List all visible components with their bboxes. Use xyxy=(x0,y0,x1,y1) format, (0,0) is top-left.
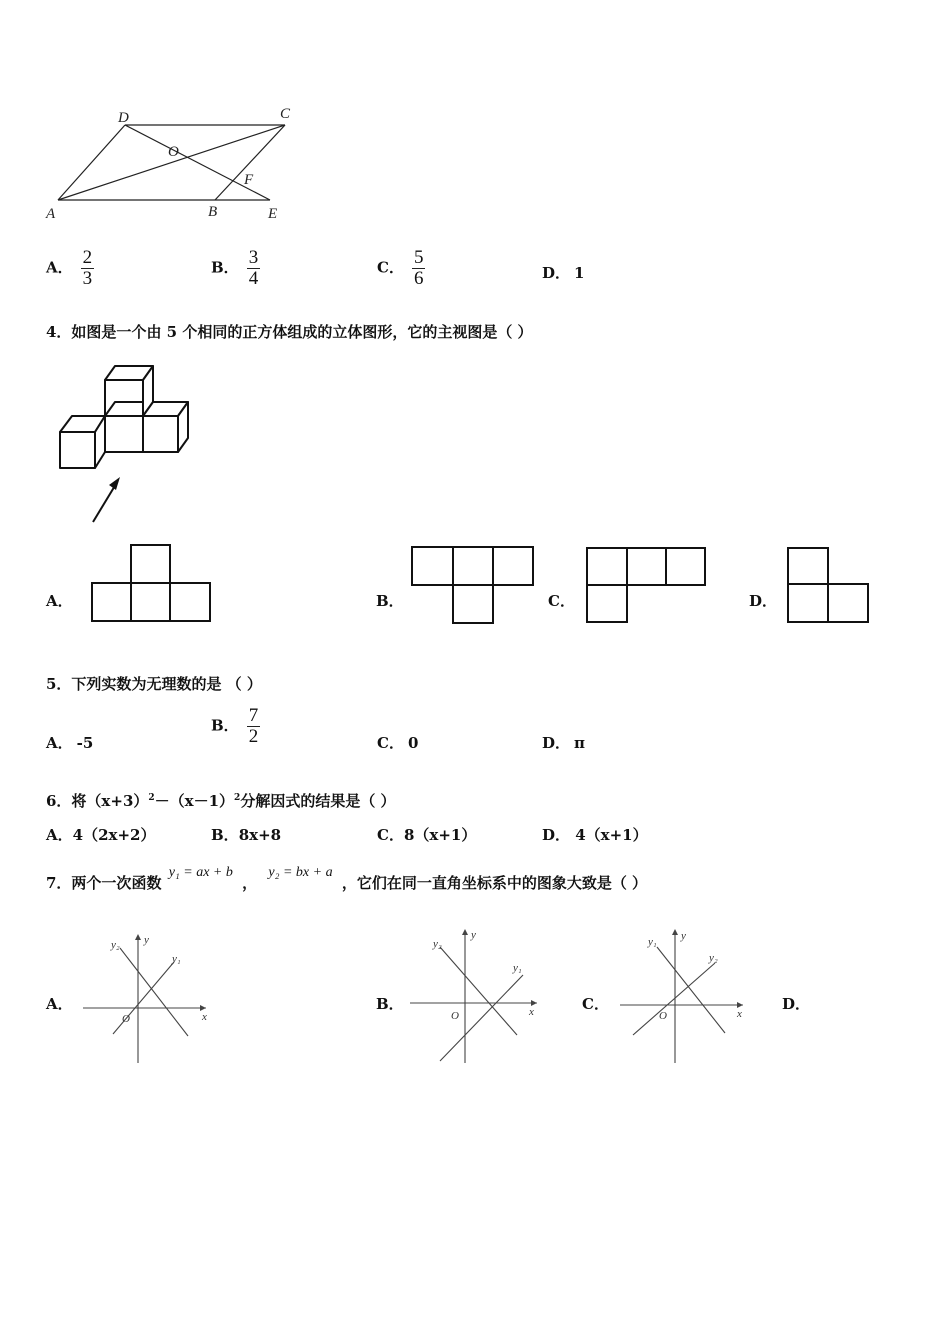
svg-text:O: O xyxy=(122,1013,130,1025)
formula-y2: y₂ = bx + a xyxy=(268,865,333,880)
option-text: 4（x+1） xyxy=(570,826,648,844)
option-text: 8x+8 xyxy=(238,826,282,844)
fraction: $\frac{2}{3}$ xyxy=(82,247,93,289)
q3-option-b[interactable] xyxy=(211,248,260,289)
q4-option-c-figure[interactable] xyxy=(585,546,710,628)
option-label: D． xyxy=(542,734,571,752)
q6-option-c[interactable] xyxy=(377,824,476,845)
svg-text:O: O xyxy=(451,1010,459,1022)
svg-text:y₁: y₁ xyxy=(648,936,657,948)
label-E: E xyxy=(268,206,278,222)
q4-option-a-label[interactable]: A． xyxy=(46,592,73,610)
option-label: C． xyxy=(377,734,404,752)
q4-option-d-figure[interactable] xyxy=(786,546,874,626)
label-O: O xyxy=(168,144,179,160)
option-text: 0 xyxy=(407,734,419,752)
label-F: F xyxy=(244,172,254,188)
label-C: C xyxy=(280,106,291,122)
option-label: A． xyxy=(46,734,73,752)
q6-stem: 6．将$(x+3)^2-(x-1)^2$分解因式的结果是（ ） xyxy=(46,792,396,810)
option-label: D． xyxy=(542,264,571,282)
label-D: D xyxy=(118,110,129,126)
option-text: π xyxy=(574,734,585,752)
label-B: B xyxy=(208,204,218,220)
fraction: $\frac{3}{4}$ xyxy=(248,247,259,289)
q5-option-a[interactable] xyxy=(46,732,93,753)
q3-option-d[interactable] xyxy=(542,262,584,283)
q7-option-c-label[interactable]: C． xyxy=(582,995,609,1013)
option-text: -5 xyxy=(76,734,94,752)
q7-option-a-graph[interactable] xyxy=(78,928,213,1063)
q7-stem: 7．两个一次函数 y₁ = ax + b ， y₂ = bx + a ，它们在同一直角坐标系中的图象大致是（ ） xyxy=(46,865,648,892)
svg-text:y₂: y₂ xyxy=(111,939,120,951)
q3-option-a[interactable] xyxy=(46,248,94,289)
q4-stem: 4．如图是一个由 5 个相同的正方体组成的立体图形，它的主视图是（ ） xyxy=(46,323,533,341)
q7-option-b-graph[interactable] xyxy=(405,925,550,1065)
q3-option-c[interactable] xyxy=(377,248,425,289)
option-label: C． xyxy=(377,258,404,277)
parallelogram-figure xyxy=(40,100,310,225)
option-text: 4（2x+2） xyxy=(72,826,156,844)
q4-option-b-figure[interactable] xyxy=(410,545,538,627)
q6-option-d[interactable] xyxy=(542,824,648,845)
option-label: D． xyxy=(542,826,571,844)
svg-text:y₁: y₁ xyxy=(513,962,522,974)
option-label: B． xyxy=(211,258,239,277)
formula-y1: y₁ = ax + b xyxy=(168,865,233,880)
svg-text:O: O xyxy=(659,1010,667,1022)
option-label: B． xyxy=(211,826,239,844)
svg-text:x: x xyxy=(202,1011,207,1023)
svg-text:y: y xyxy=(144,934,149,946)
fraction: $\frac{7}{2}$ xyxy=(248,705,259,747)
svg-text:y₁: y₁ xyxy=(172,953,181,965)
q5-option-d[interactable] xyxy=(542,732,585,753)
option-label: C． xyxy=(377,826,404,844)
cube-solid-figure xyxy=(50,360,200,530)
q4-option-d-label[interactable]: D． xyxy=(749,592,778,610)
option-label: B． xyxy=(211,716,239,735)
option-label: A． xyxy=(46,258,73,277)
option-label: A． xyxy=(46,826,73,844)
option-text: 8（x+1） xyxy=(403,826,477,844)
q4-option-c-label[interactable]: C． xyxy=(548,592,575,610)
label-A: A xyxy=(46,206,56,222)
q5-stem: 5．下列实数为无理数的是 （ ） xyxy=(46,675,262,693)
q5-option-b[interactable] xyxy=(211,706,260,747)
option-text: 1 xyxy=(574,264,585,282)
svg-text:y: y xyxy=(681,930,686,942)
q6-option-a[interactable] xyxy=(46,824,155,845)
q5-option-c[interactable] xyxy=(377,732,418,753)
svg-text:y₂: y₂ xyxy=(709,952,718,964)
q4-option-a-figure[interactable] xyxy=(90,543,215,625)
q7-option-c-graph[interactable] xyxy=(615,925,750,1065)
q7-option-a-label[interactable]: A． xyxy=(46,995,73,1013)
q7-option-d-label[interactable]: D． xyxy=(782,995,811,1013)
fraction: $\frac{5}{6}$ xyxy=(413,247,424,289)
svg-text:y₂: y₂ xyxy=(433,938,442,950)
svg-text:x: x xyxy=(737,1008,742,1020)
q6-option-b[interactable] xyxy=(211,824,281,845)
svg-text:y: y xyxy=(471,929,476,941)
q7-option-b-label[interactable]: B． xyxy=(376,995,404,1013)
svg-text:x: x xyxy=(529,1006,534,1018)
q4-option-b-label[interactable]: B． xyxy=(376,592,404,610)
